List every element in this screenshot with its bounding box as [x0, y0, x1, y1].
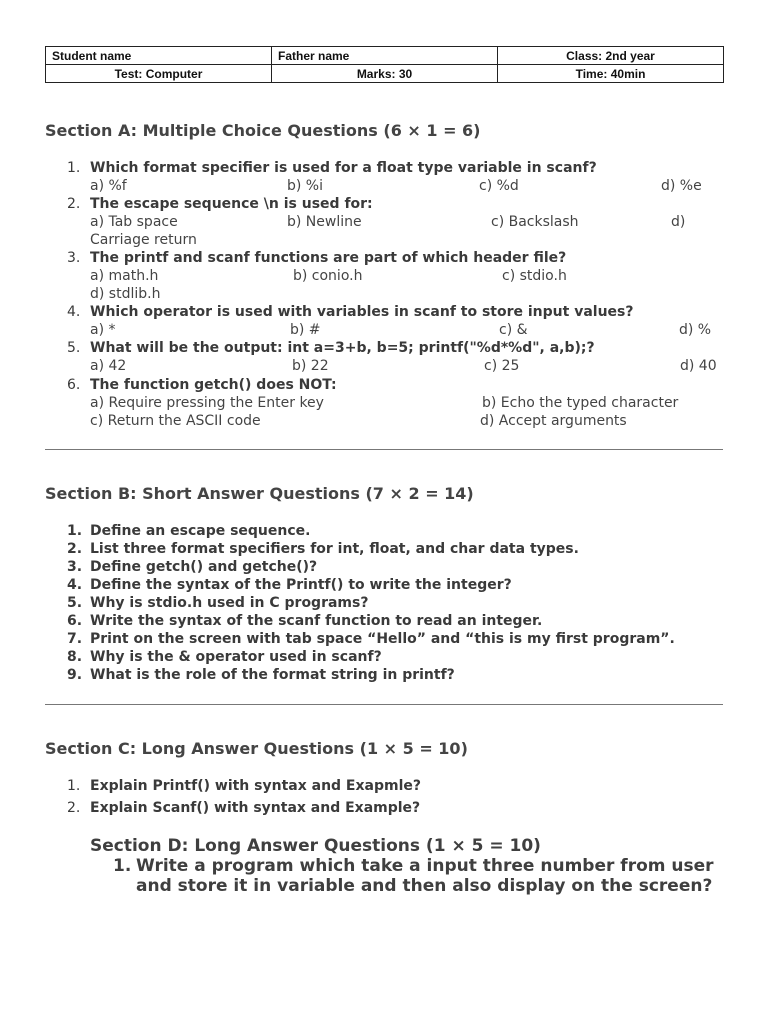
question-number: 1. [67, 523, 83, 539]
option-a: a) 42 [90, 358, 127, 374]
question-text: Write a program which take a input three number from user and store it in variable and then also display on the screen? [136, 856, 714, 896]
question-text: Define the syntax of the Printf() to write the integer? [90, 577, 512, 593]
section-c-title: Section C: Long Answer Questions (1 × 5 = 10) [45, 739, 468, 758]
student-name-cell: Student name [46, 47, 272, 65]
marks-cell: Marks: 30 [272, 65, 498, 83]
question-text: List three format specifiers for int, float, and char data types. [90, 541, 579, 557]
option-c: c) Return the ASCII code [90, 413, 261, 429]
question-text: What is the role of the format string in printf? [90, 667, 455, 683]
option-d: d) % [679, 322, 712, 338]
question-text: Define an escape sequence. [90, 523, 311, 539]
option-d: d) %e [661, 178, 702, 194]
option-b: b) conio.h [293, 268, 363, 284]
question-number: 5. [67, 340, 81, 356]
father-name-cell: Father name [272, 47, 498, 65]
time-cell: Time: 40min [498, 65, 724, 83]
question-number: 6. [67, 377, 81, 393]
question-text: Explain Scanf() with syntax and Example? [90, 800, 421, 816]
question-number: 2. [67, 800, 81, 816]
section-b-title: Section B: Short Answer Questions (7 × 2 = 14) [45, 484, 474, 503]
test-cell: Test: Computer [46, 65, 272, 83]
question-text: Define getch() and getche()? [90, 559, 318, 575]
question-number: 1. [67, 160, 81, 176]
option-a: a) Tab space [90, 214, 178, 230]
option-b: b) # [290, 322, 321, 338]
question-text: Which operator is used with variables in scanf to store input values? [90, 304, 634, 320]
question-number: 6. [67, 613, 83, 629]
question-text: The function getch() does NOT: [90, 377, 337, 393]
option-d: d) [671, 214, 686, 230]
question-number: 3. [67, 250, 81, 266]
question-text: Print on the screen with tab space “Hello” and “this is my first program”. [90, 631, 675, 647]
question-number: 4. [67, 304, 81, 320]
option-a: a) Require pressing the Enter key [90, 395, 324, 411]
question-number: 5. [67, 595, 83, 611]
question-text: Write the syntax of the scanf function to read an integer. [90, 613, 543, 629]
question-number: 2. [67, 196, 81, 212]
divider [45, 449, 723, 450]
option-d: d) 40 [680, 358, 717, 374]
question-text: What will be the output: int a=3+b, b=5; printf("%d*%d", a,b);? [90, 340, 595, 356]
question-number: 9. [67, 667, 83, 683]
header-info-table [45, 46, 724, 83]
option-c: c) stdio.h [502, 268, 567, 284]
question-number: 2. [67, 541, 83, 557]
option-b: b) %i [287, 178, 323, 194]
question-number: 8. [67, 649, 83, 665]
option-a: a) %f [90, 178, 127, 194]
section-d-question [113, 856, 723, 896]
question-number: 4. [67, 577, 83, 593]
question-number: 7. [67, 631, 83, 647]
option-c: c) Backslash [491, 214, 579, 230]
option-c: c) & [499, 322, 528, 338]
question-number: 3. [67, 559, 83, 575]
option-c: c) 25 [484, 358, 520, 374]
question-text: Why is stdio.h used in C programs? [90, 595, 369, 611]
divider [45, 704, 723, 705]
question-text: The printf and scanf functions are part of which header file? [90, 250, 567, 266]
question-text: Explain Printf() with syntax and Exapmle? [90, 778, 421, 794]
option-a: a) * [90, 322, 116, 338]
option-d: d) Accept arguments [480, 413, 627, 429]
option-d: d) stdlib.h [90, 286, 161, 302]
question-number: 1. [113, 856, 132, 876]
option-b: b) Echo the typed character [482, 395, 679, 411]
question-text: The escape sequence \n is used for: [90, 196, 373, 212]
question-text: Which format specifier is used for a float type variable in scanf? [90, 160, 597, 176]
question-text: Why is the & operator used in scanf? [90, 649, 382, 665]
section-d-title: Section D: Long Answer Questions (1 × 5 = 10) [90, 836, 541, 856]
option-d-text: Carriage return [90, 232, 197, 248]
option-b: b) 22 [292, 358, 329, 374]
question-number: 1. [67, 778, 81, 794]
section-a-title: Section A: Multiple Choice Questions (6 × 1 = 6) [45, 121, 481, 140]
class-cell: Class: 2nd year [498, 47, 724, 65]
option-b: b) Newline [287, 214, 362, 230]
option-c: c) %d [479, 178, 519, 194]
option-a: a) math.h [90, 268, 159, 284]
